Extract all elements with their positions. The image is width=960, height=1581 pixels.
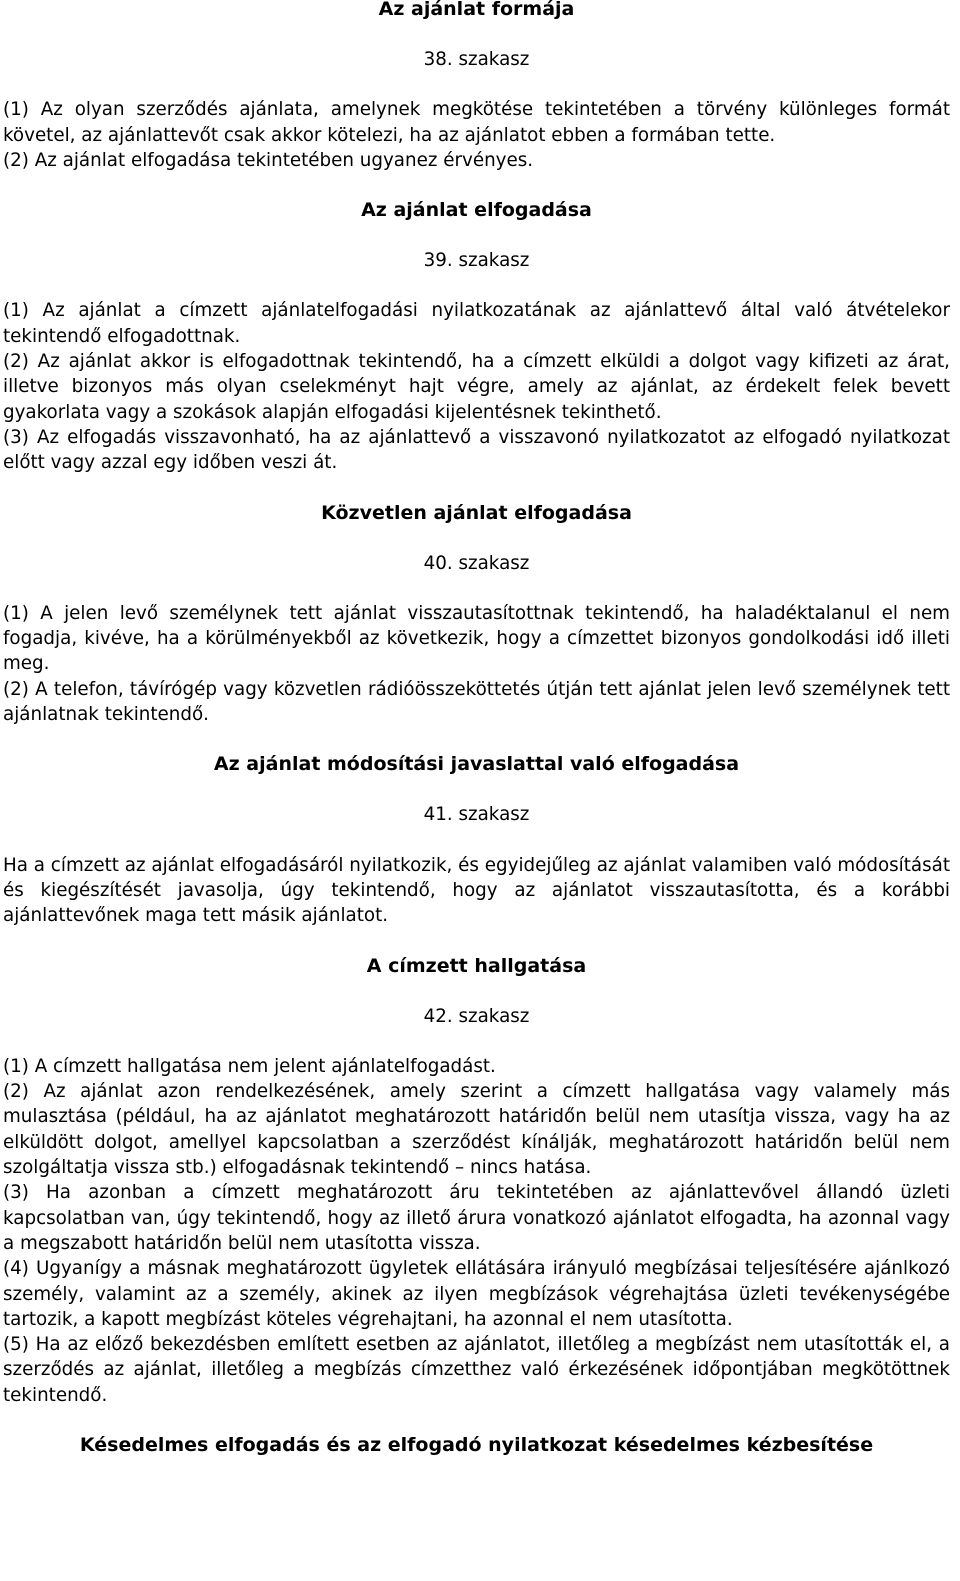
section-39: [3, 198, 950, 475]
paragraph: (2) Az ajánlat akkor is elfogadottnak tekintendő, ha a címzett elküldi a dolgot vagy kifizeti az árat, illetve bizonyos más olyan cselekményt hajt végre, amely az ajánlat, az érdekelt felek bevett gyakorlata vagy a szokások alapján elfogadási kijelentésnek tekinthető.: [3, 351, 950, 423]
section-heading: Az ajánlat módosítási javaslattal való elfogadása: [213, 753, 740, 776]
section-40: [3, 501, 950, 728]
paragraph: (2) A telefon, távírógép vagy közvetlen rádióösszeköttetés útján tett ajánlat jelen levő személynek tett ajánlatnak tekintendő.: [3, 678, 950, 726]
paragraph: (1) A jelen levő személynek tett ajánlat visszautasítottnak tekintendő, ha haladéktalanul el nem fogadja, kivéve, ha a körülményekből az következik, hogy a címzettet bizonyos gondolkodási idő illeti meg.: [3, 602, 950, 675]
section-number: 39. szakasz: [423, 250, 530, 272]
paragraph: (2) Az ajánlat elfogadása tekintetében ugyanez érvényes.: [3, 149, 534, 171]
paragraph: Ha a címzett az ajánlat elfogadásáról nyilatkozik, és egyidejűleg az ajánlat valamiben való módosítását és kiegészítését javasolja, úgy tekintendő, hogy az ajánlatot visszautasította, és a korábbi ajánlattevőnek maga tett másik ajánlatot.: [3, 854, 950, 927]
paragraph: (3) Ha azonban a címzett meghatározott áru tekintetében az ajánlattevővel állandó üzleti kapcsolatban van, úgy tekintendő, hogy az illető árura vonatkozó ajánlatot elfogadta, ha azonnal vagy a megszabott határidőn belül nem utasította vissza.: [3, 1182, 950, 1254]
section-41: [3, 752, 950, 928]
section-heading: Az ajánlat formája: [378, 0, 575, 20]
section-42: [3, 954, 950, 1408]
paragraph: (3) Az elfogadás visszavonható, ha az ajánlattevő a visszavonó nyilatkozatot az elfogadó nyilatkozat előtt vagy azzal egy időben veszi át.: [3, 426, 950, 474]
paragraph: (1) Az ajánlat a címzett ajánlatelfogadási nyilatkozatának az ajánlattevő által való átvételekor tekintendő elfogadottnak.: [3, 300, 950, 347]
section-number: 41. szakasz: [423, 804, 530, 826]
section-43: [3, 1433, 950, 1458]
paragraph: (1) A címzett hallgatása nem jelent ajánlatelfogadást.: [3, 1055, 496, 1077]
section-heading: Közvetlen ajánlat elfogadása: [321, 501, 632, 524]
paragraph: (5) Ha az előző bekezdésben említett esetben az ajánlatot, illetőleg a megbízást nem utasították el, a szerződés az ajánlat, illetőleg a megbízás címzetthez való érkezésének időpontjában megkötöttnek tekintendő.: [3, 1334, 950, 1406]
section-38: [3, 0, 950, 173]
paragraph: (1) Az olyan szerződés ajánlata, amelynek megkötése tekintetében a törvény különleges formát követel, az ajánlattevőt csak akkor kötelezi, ha az ajánlatot ebben a formában tette.: [3, 99, 950, 146]
section-number: 42. szakasz: [423, 1005, 530, 1027]
section-heading: Az ajánlat elfogadása: [361, 199, 592, 222]
section-heading: A címzett hallgatása: [366, 954, 587, 977]
document-body: [3, 0, 950, 1458]
section-heading: Késedelmes elfogadás és az elfogadó nyilatkozat késedelmes kézbesítése: [79, 1433, 874, 1456]
section-number: 40. szakasz: [423, 552, 530, 574]
paragraph: (4) Ugyanígy a másnak meghatározott ügyletek ellátására irányuló megbízásai teljesítésére ajánlkozó személy, valamint az a személy, akinek az ilyen megbízások végrehajtása üzleti tevékenységébe tartozik, a kapott megbízást köteles végrehajtani, ha azonnal el nem utasította.: [3, 1258, 950, 1330]
section-number: 38. szakasz: [423, 49, 530, 70]
paragraph: (2) Az ajánlat azon rendelkezésének, amely szerint a címzett hallgatása vagy valamely más mulasztása (például, ha az ajánlatot meghatározott határidőn belül nem utasítja vissza, vagy ha az elküldött dolgot, amellyel kapcsolatban a szerződést kínálják, meghatározott határidőn belül nem szolgáltatja vissza stb.) elfogadásnak tekintendő – nincs hatása.: [3, 1081, 950, 1179]
